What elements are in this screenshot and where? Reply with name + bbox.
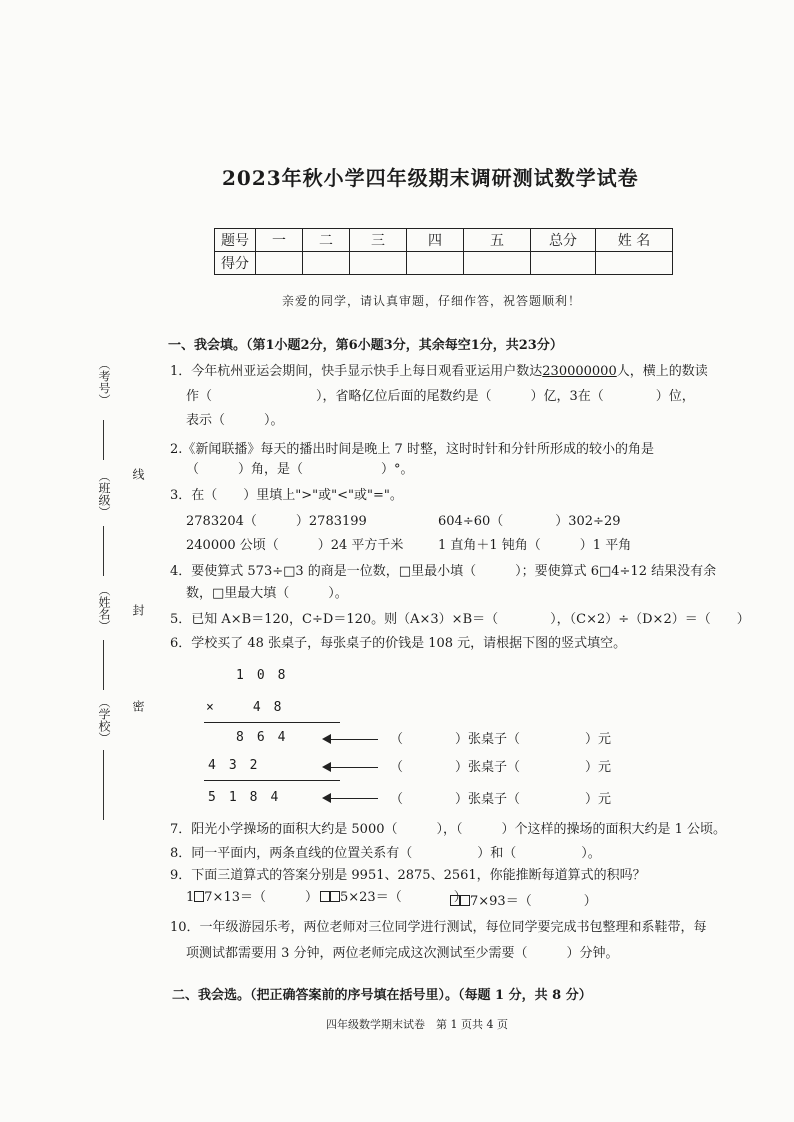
question-4-line1: 4．要使算式 573÷□3 的商是一位数，□里最小填（ ）；要使算式 6□4÷12 结果没有余 — [170, 564, 717, 579]
seal-mark-line: 线 — [131, 468, 145, 480]
vertical-calc-row5: 5 1 8 4 — [208, 790, 279, 805]
vertical-calc-rule — [204, 722, 340, 723]
question-6: 6．学校买了 48 张桌子，每张桌子的价钱是 108 元，请根据下图的竖式填空。 — [170, 636, 627, 651]
section2-note: （把正确答案前的序号填在括号里）。（每题 1 分，共 8 分） — [250, 988, 592, 1003]
score-cell: 题号 — [215, 229, 256, 252]
question-3-item: 604÷60（ ）302÷29 — [438, 514, 621, 529]
exam-number-blank[interactable] — [103, 420, 104, 460]
class-blank[interactable] — [103, 526, 104, 576]
digit-box — [330, 891, 340, 902]
score-table — [214, 228, 673, 275]
score-blank[interactable] — [531, 252, 596, 275]
vertical-calc-rule — [204, 780, 340, 781]
score-cell: 二 — [303, 229, 350, 252]
greeting-text: 亲爱的同学，请认真审题，仔细作答，祝答题顺利！ — [282, 294, 582, 308]
question-2-line2: （ ）角，是（ ）°。 — [186, 462, 414, 477]
page-footer: 四年级数学期末试卷 第 1 页共 4 页 — [326, 1018, 508, 1031]
score-cell: 一 — [256, 229, 303, 252]
question-3-item: 240000 公顷（ ）24 平方千米 — [186, 538, 404, 553]
section1-heading: 一、我会填。（第1小题2分，第6小题3分，其余每空1分，共23分） — [168, 338, 563, 353]
score-table-header-row — [215, 229, 673, 252]
underlined-number: 230000000 — [542, 364, 617, 379]
exam-number-label: （考号） — [97, 358, 111, 406]
fill-blank-line: （ ）张桌子（ ）元 — [390, 792, 612, 807]
vertical-calc-row4: 4 3 2 — [208, 758, 258, 773]
seal-mark-secret: 密 — [131, 700, 145, 712]
section2-heading: 二、我会选。（把正确答案前的序号填在括号里）。（每题 1 分，共 8 分） — [172, 988, 592, 1003]
arrow-left-icon — [324, 798, 378, 799]
question-5: 5．已知 A×B＝120，C÷D＝120。则（A×3）×B＝（ ），（C×2）÷（D×2）＝（ ） — [170, 612, 750, 627]
question-9: 9．下面三道算式的答案分别是 9951、2875、2561，你能推断每道算式的积吗？ — [170, 868, 646, 883]
name-blank[interactable] — [596, 252, 673, 275]
seal-mark-seal: 封 — [131, 604, 145, 616]
digit-box — [320, 891, 330, 902]
score-cell: 四 — [407, 229, 464, 252]
score-table-score-row — [215, 252, 673, 275]
arrow-left-icon — [324, 739, 378, 740]
question-3-item: 1 直角＋1 钝角（ ）1 平角 — [438, 538, 632, 553]
vertical-calc-row3: 8 6 4 — [236, 730, 286, 745]
fill-blank-line: （ ）张桌子（ ）元 — [390, 760, 612, 775]
vertical-calc-row2: × 4 8 — [206, 700, 282, 715]
score-cell: 三 — [350, 229, 407, 252]
question-8: 8．同一平面内，两条直线的位置关系有（ ）和（ ）。 — [170, 846, 601, 861]
exam-title: 2023年秋小学四年级期末调研测试数学试卷 — [222, 166, 639, 190]
question-1-line3: 表示（ ）。 — [186, 413, 284, 428]
question-4-line2: 数，□里最大填（ ）。 — [186, 586, 348, 601]
question-10-line2: 项测试都需要用 3 分钟，两位老师完成这次测试至少需要（ ）分钟。 — [186, 946, 619, 961]
score-cell: 得分 — [215, 252, 256, 275]
score-cell: 五 — [464, 229, 531, 252]
seal-line-area — [96, 350, 156, 830]
section1-note: （第1小题2分，第6小题3分，其余每空1分，共23分） — [246, 338, 563, 353]
class-label: （班级） — [97, 470, 111, 518]
question-3-prompt: 3．在（ ）里填上">"或"<"或"="。 — [170, 488, 403, 503]
question-9-item: 5×23＝（ ） — [320, 890, 467, 906]
question-1-line2: 作（ ），省略亿位后面的尾数约是（ ）亿，3在（ ）位， — [186, 389, 695, 404]
question-9-item: 1 7×13＝（ ） — [186, 890, 318, 905]
question-10-line1: 10．一年级游园乐考，两位老师对三位同学进行测试，每位同学要完成书包整理和系鞋带，每 — [170, 920, 707, 935]
question-1-line1: 1．今年杭州亚运会期间，快手显示快手上每日观看亚运用户数达230000000人，横上的数读 — [170, 364, 708, 379]
school-blank[interactable] — [103, 750, 104, 820]
digit-box — [450, 895, 460, 906]
question-9-item: 7×93＝（ ） — [450, 894, 597, 910]
score-blank[interactable] — [464, 252, 531, 275]
vertical-calc-row1: 1 0 8 — [236, 668, 286, 683]
score-blank[interactable] — [256, 252, 303, 275]
score-blank[interactable] — [303, 252, 350, 275]
name-blank-side[interactable] — [103, 640, 104, 690]
fill-blank-line: （ ）张桌子（ ）元 — [390, 732, 612, 747]
score-cell: 总分 — [531, 229, 596, 252]
school-label: （学校） — [97, 696, 111, 744]
question-2-line1: 2.《新闻联播》每天的播出时间是晚上 7 时整，这时时针和分针所形成的较小的角是 — [170, 442, 654, 457]
score-cell: 姓 名 — [596, 229, 673, 252]
question-7: 7．阳光小学操场的面积大约是 5000（ ），（ ）个这样的操场的面积大约是 1 公顷。 — [170, 822, 727, 837]
score-blank[interactable] — [350, 252, 407, 275]
arrow-left-icon — [324, 767, 378, 768]
question-3-item: 2783204（ ）2783199 — [186, 514, 367, 529]
score-blank[interactable] — [407, 252, 464, 275]
digit-box — [460, 895, 470, 906]
name-label: （姓名） — [97, 584, 111, 632]
digit-box — [194, 891, 204, 902]
